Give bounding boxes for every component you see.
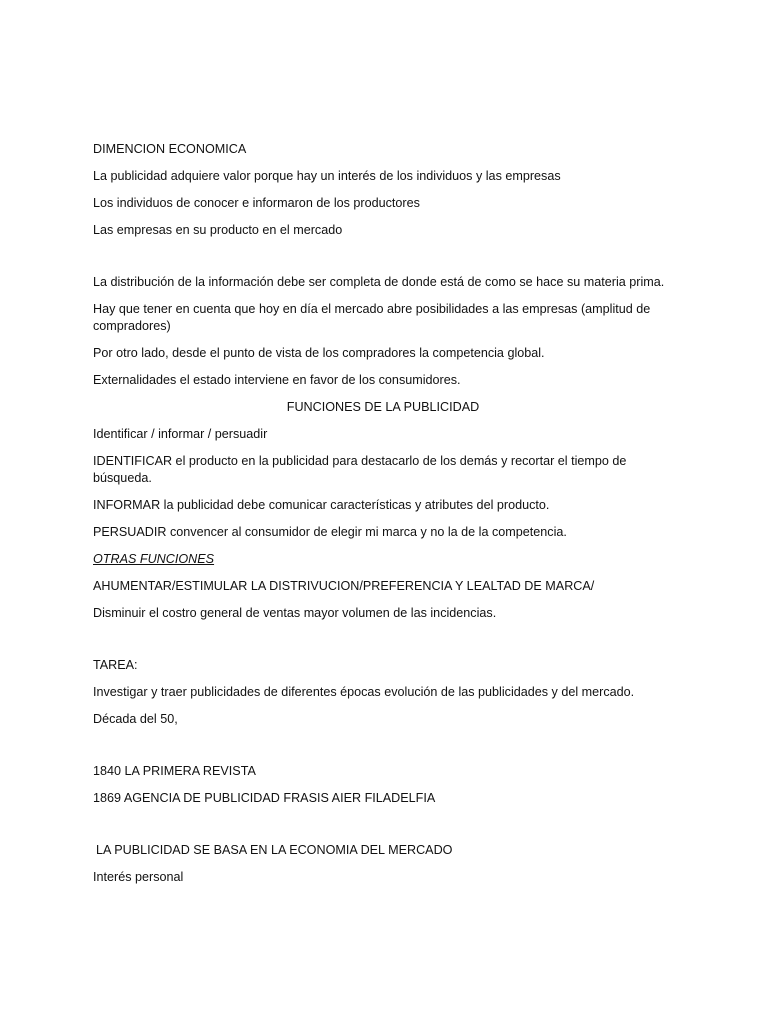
section-heading-tarea: TAREA: <box>93 658 138 672</box>
paragraph: Los individuos de conocer e informaron de los productores <box>93 196 420 210</box>
blank-line <box>93 632 673 657</box>
paragraph: Identificar / informar / persuadir <box>93 427 268 441</box>
paragraph: Las empresas en su producto en el mercado <box>93 223 343 237</box>
paragraph: PERSUADIR convencer al consumidor de elegir mi marca y no la de la competencia. <box>93 525 567 539</box>
paragraph: LA PUBLICIDAD SE BASA EN LA ECONOMIA DEL MERCADO <box>96 843 453 857</box>
paragraph: 1840 LA PRIMERA REVISTA <box>93 764 256 778</box>
paragraph: INFORMAR la publicidad debe comunicar características y atributes del producto. <box>93 498 550 512</box>
section-heading-funciones: FUNCIONES DE LA PUBLICIDAD <box>286 400 480 414</box>
blank-line <box>93 738 673 763</box>
paragraph: La distribución de la información debe ser completa de donde está de como se hace su materia prima. <box>93 275 665 289</box>
paragraph: Externalidades el estado interviene en favor de los consumidores. <box>93 373 461 387</box>
section-heading-dimension: DIMENCION ECONOMICA <box>93 142 247 156</box>
paragraph: La publicidad adquiere valor porque hay un interés de los individuos y las empresas <box>93 169 561 183</box>
blank-line <box>93 249 673 274</box>
paragraph: 1869 AGENCIA DE PUBLICIDAD FRASIS AIER FILADELFIA <box>93 791 436 805</box>
paragraph: Por otro lado, desde el punto de vista de los compradores la competencia global. <box>93 346 545 360</box>
document-body <box>93 141 673 896</box>
paragraph: AHUMENTAR/ESTIMULAR LA DISTRIVUCION/PREFERENCIA Y LEALTAD DE MARCA/ <box>93 579 595 593</box>
paragraph: Disminuir el costro general de ventas mayor volumen de las incidencias. <box>93 606 497 620</box>
blank-line <box>93 817 673 842</box>
paragraph: Hay que tener en cuenta que hoy en día el mercado abre posibilidades a las empresas (amplitud de compradores) <box>93 302 651 333</box>
paragraph: Investigar y traer publicidades de diferentes épocas evolución de las publicidades y del mercado. <box>93 685 635 699</box>
paragraph: Interés personal <box>93 870 184 884</box>
paragraph: Década del 50, <box>93 712 178 726</box>
paragraph: IDENTIFICAR el producto en la publicidad para destacarlo de los demás y recortar el tiempo de búsqueda. <box>93 454 627 485</box>
subheading-otras-funciones: OTRAS FUNCIONES <box>93 552 215 566</box>
